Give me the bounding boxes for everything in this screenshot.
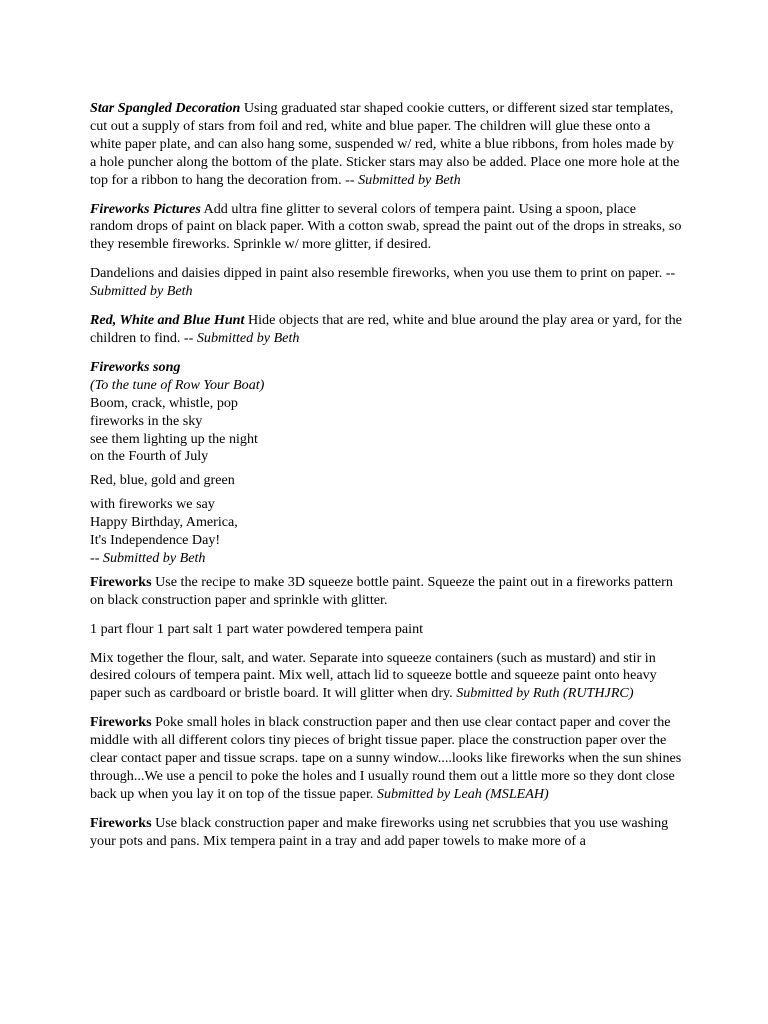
song-line: see them lighting up the night xyxy=(90,430,258,447)
fireworks-contact-paragraph xyxy=(90,714,682,804)
fireworks-squeeze-paragraph xyxy=(90,574,682,610)
fireworks-pictures-title: Fireworks Pictures xyxy=(90,200,201,217)
star-spangled-credit: Submitted by Beth xyxy=(358,171,461,188)
mix-paragraph xyxy=(90,650,682,704)
fireworks-pictures-body: Add ultra fine glitter to several colors of tempera paint. Using a spoon, place random drops of paint on black paper. With a cotton swab, spread the paint out of the drops in streaks, so they resemble fireworks. Sprinkle w/ more glitter, if desired. xyxy=(90,200,682,253)
song-title: Fireworks song xyxy=(90,358,181,375)
rwb-hunt-body: Hide objects that are red, white and blue around the play area or yard, for the children to find. -- xyxy=(90,312,682,346)
fireworks-song xyxy=(90,359,682,466)
recipe-line: 1 part flour 1 part salt 1 part water powdered tempera paint xyxy=(90,620,424,637)
rwb-hunt-paragraph xyxy=(90,312,682,348)
star-spangled-title: Star Spangled Decoration xyxy=(90,100,241,116)
document-page xyxy=(90,100,682,862)
rwb-hunt-credit: Submitted by Beth xyxy=(196,329,300,346)
song-tune: (To the tune of Row Your Boat) xyxy=(90,376,265,393)
fireworks-pictures-paragraph xyxy=(90,201,682,255)
star-spangled-paragraph xyxy=(90,100,682,190)
dandelions-credit: Submitted by Beth xyxy=(90,283,193,300)
song-line: It's Independence Day! xyxy=(90,532,221,549)
dandelions-body: Dandelions and daisies dipped in paint also resemble fireworks, when you use them to print on paper. -- xyxy=(90,265,676,282)
star-spangled-body: Using graduated star shaped cookie cutters, or different sized star templates, cut out a supply of stars from foil and red, white and blue paper. The children will glue these onto a white paper plate, and can also hang some, suspended w/ red, white a blue ribbons, from holes made by a hole puncher along the bottom of the plate. Sticker stars may also be added. Place one more hole at the top for a ribbon to hang the decoration from. -- xyxy=(90,100,680,188)
fireworks-scrubbies-body: Use black construction paper and make fireworks using net scrubbies that you use washing your pots and pans. Mix tempera paint in a tray and add paper towels to make more of a xyxy=(90,814,669,849)
rwb-hunt-title: Red, White and Blue Hunt xyxy=(90,312,245,329)
fireworks-squeeze-body: Use the recipe to make 3D squeeze bottle paint. Squeeze the paint out in a fireworks pattern on black construction paper and sprinkle with glitter. xyxy=(90,573,673,608)
song-line: Happy Birthday, America, xyxy=(90,514,238,531)
fireworks-scrubbies-title: Fireworks xyxy=(90,814,152,831)
fireworks-scrubbies-paragraph xyxy=(90,815,682,851)
song-credit: -- Submitted by Beth xyxy=(90,549,206,566)
dandelions-paragraph xyxy=(90,265,682,301)
fireworks-squeeze-title: Fireworks xyxy=(90,573,152,590)
song-line: fireworks in the sky xyxy=(90,412,203,429)
song-verse2 xyxy=(90,496,682,568)
fireworks-contact-credit: Submitted by Leah (MSLEAH) xyxy=(376,785,549,802)
song-verse2-first-line: Red, blue, gold and green xyxy=(90,472,235,489)
song-line: Boom, crack, whistle, pop xyxy=(90,394,238,411)
song-line: on the Fourth of July xyxy=(90,448,209,465)
mix-body: Mix together the flour, salt, and water. Separate into squeeze containers (such as mustard) and stir in desired colours of tempera paint. Mix well, attach lid to squeeze bottle and squeeze paint onto heavy paper such as cardboard or bristle board. It will glitter when dry. xyxy=(90,649,657,702)
fireworks-contact-title: Fireworks xyxy=(90,714,152,731)
mix-credit: Submitted by Ruth (RUTHJRC) xyxy=(456,685,634,702)
fireworks-contact-body: Poke small holes in black construction paper and then use clear contact paper and cover the middle with all different colors tiny pieces of bright tissue paper. place the construction paper over the clear contact paper and tissue scraps. tape on a sunny window....looks like fireworks when the sun shines through...We use a pencil to poke the holes and I usually round them out a little more so they dont close back up when you lay it on top of the tissue paper. xyxy=(90,714,682,802)
song-line: with fireworks we say xyxy=(90,496,215,513)
